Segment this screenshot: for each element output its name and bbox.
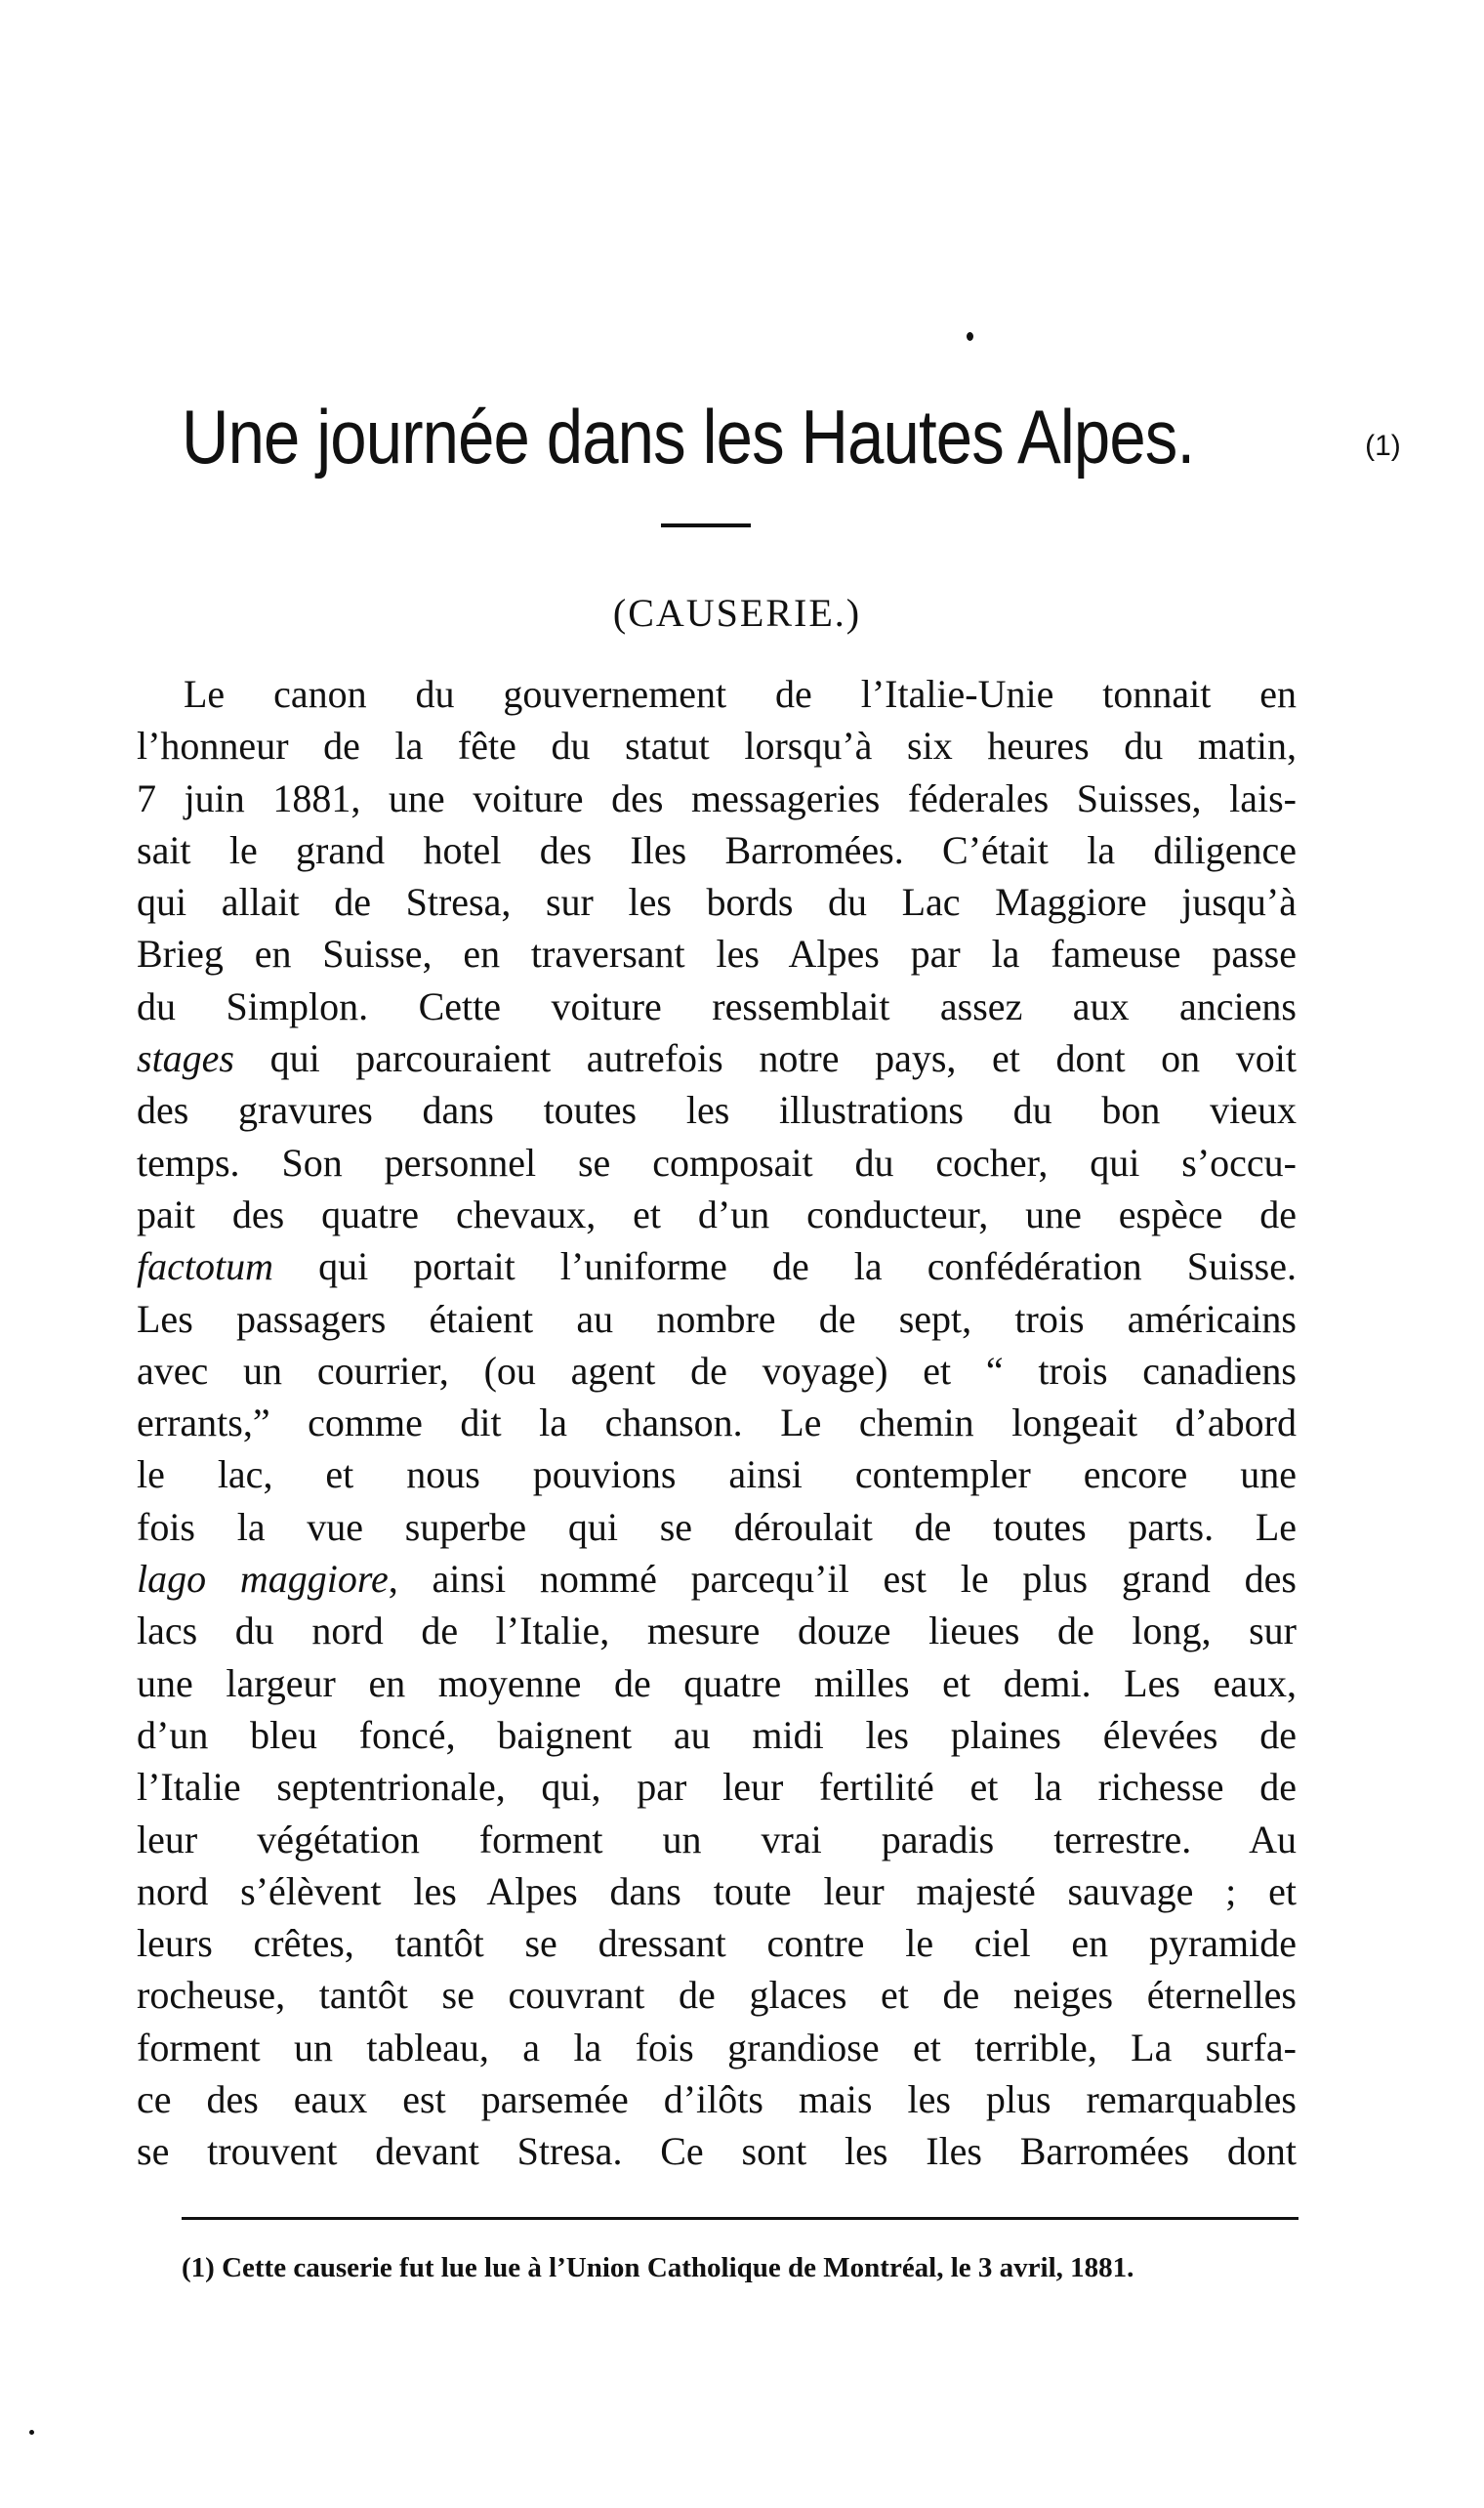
text-line: fois la vue superbe qui se déroulait de toutes parts. Le — [137, 1504, 1297, 1549]
italic-term: lago maggiore — [137, 1557, 389, 1602]
text-line: du Simplon. Cette voiture ressemblait assez aux anciens — [137, 983, 1297, 1028]
text-line: une largeur en moyenne de quatre milles et demi. Les eaux, — [137, 1660, 1297, 1705]
italic-term: factotum — [137, 1244, 273, 1289]
line-text: qui parcouraient autrefois notre pays, et dont on voit — [234, 1036, 1297, 1081]
text-line: d’un bleu foncé, baignent au midi les plaines élevées de — [137, 1712, 1297, 1757]
text-line: Le canon du gouvernement de l’Italie-Unie tonnait en — [184, 672, 1297, 716]
text-line: sait le grand hotel des Iles Barromées. C’était la diligence — [137, 827, 1297, 872]
text-line: lacs du nord de l’Italie, mesure douze lieues de long, sur — [137, 1609, 1297, 1653]
text-line: le lac, et nous pouvions ainsi contempler encore une — [137, 1452, 1297, 1497]
text-line: se trouvent devant Stresa. Ce sont les Iles Barromées dont — [137, 2129, 1297, 2174]
footnote-marker: (1) — [182, 2252, 215, 2283]
footnote-text: Cette causerie fut lue lue à l’Union Catholique de Montréal, le 3 avril, 1881. — [222, 2252, 1134, 2283]
text-line: nord s’élèvent les Alpes dans toute leur majesté sauvage ; et — [137, 1868, 1297, 1913]
text-line: l’Italie septentrionale, qui, par leur fertilité et la richesse de — [137, 1765, 1297, 1810]
text-line: qui allait de Stresa, sur les bords du Lac Maggiore jusqu’à — [137, 880, 1297, 925]
text-line: temps. Son personnel se composait du cocher, qui s’occu- — [137, 1140, 1297, 1185]
chapter-heading — [182, 383, 1401, 490]
ink-speck — [29, 2430, 34, 2435]
text-line: pait des quatre chevaux, et d’un conducteur, une espèce de — [137, 1191, 1297, 1236]
text-line: des gravures dans toutes les illustrations du bon vieux — [137, 1088, 1297, 1133]
footnote — [182, 2246, 1304, 2289]
text-line: avec un courrier, (ou agent de voyage) et “ trois canadiens — [137, 1348, 1297, 1393]
footnote-divider — [182, 2217, 1298, 2220]
text-line — [137, 1240, 1297, 1292]
title-divider — [661, 523, 751, 527]
text-line: 7 juin 1881, une voiture des messageries féderales Suisses, lais- — [137, 775, 1297, 820]
text-line: leur végétation forment un vrai paradis terrestre. Au — [137, 1817, 1297, 1861]
text-line — [137, 1553, 1297, 1605]
line-text: , ainsi nommé parcequ’il est le plus grand des — [388, 1557, 1298, 1602]
text-line: Brieg en Suisse, en traversant les Alpes par la fameuse passe — [137, 932, 1297, 977]
text-line: leurs crêtes, tantôt se dressant contre le ciel en pyramide — [137, 1921, 1297, 1966]
ink-speck — [967, 332, 973, 341]
text-line: rocheuse, tantôt se couvrant de glaces et de neiges éternelles — [137, 1973, 1297, 2018]
text-line: errants,” comme dit la chanson. Le chemin longeait d’abord — [137, 1400, 1297, 1445]
text-line: forment un tableau, a la fois grandiose et terrible, La surfa- — [137, 2025, 1297, 2069]
title-footnote-marker: (1) — [1365, 430, 1401, 462]
line-text: qui portait l’uniforme de la confédération Suisse. — [272, 1244, 1297, 1289]
text-line — [137, 1032, 1297, 1084]
body-paragraph — [137, 668, 1297, 2178]
text-line: l’honneur de la fête du statut lorsqu’à six heures du matin, — [137, 724, 1297, 769]
text-line: ce des eaux est parsemée d’ilôts mais les plus remarquables — [137, 2077, 1297, 2122]
subtitle: (CAUSERIE.) — [612, 591, 862, 635]
italic-term: stages — [137, 1036, 234, 1081]
page-title: Une journée dans les Hautes Alpes. — [182, 394, 1195, 480]
text-line: Les passagers étaient au nombre de sept, trois américains — [137, 1296, 1297, 1341]
